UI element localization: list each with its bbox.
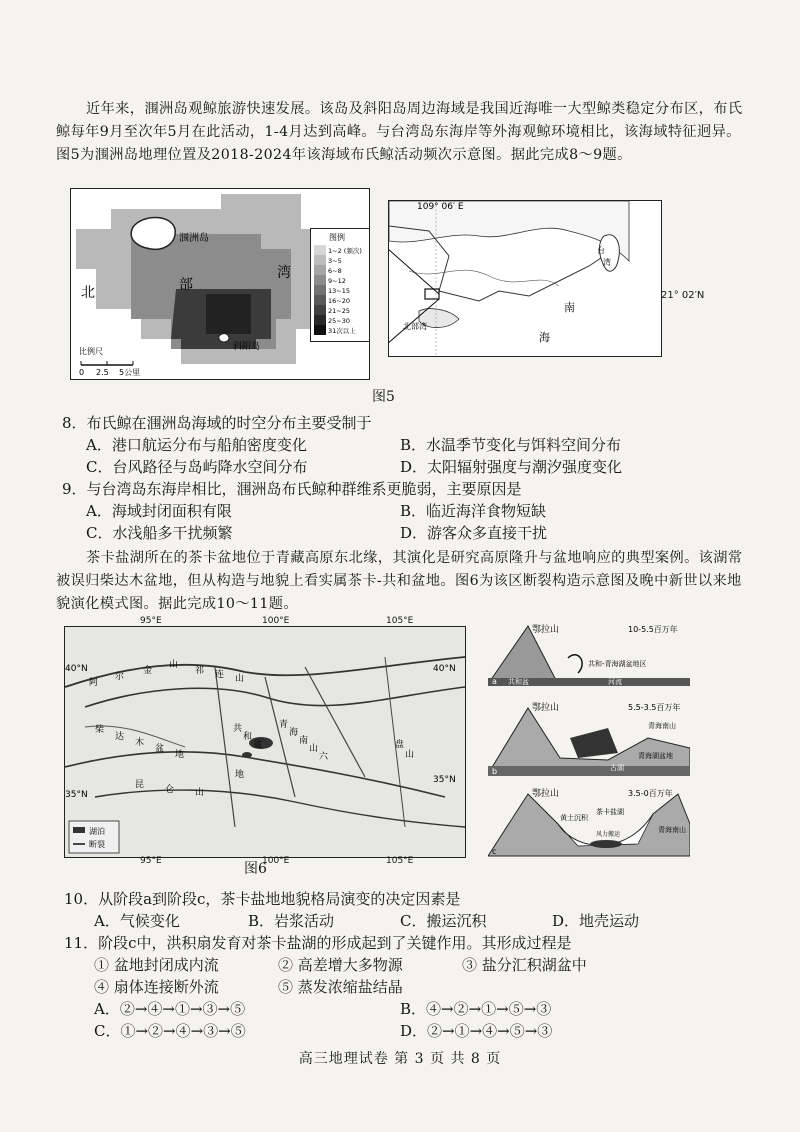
fig6-map-svg: [65, 627, 465, 857]
stage-b-note-2: 青海南山: [648, 722, 676, 730]
map-place-char: 山: [235, 674, 245, 684]
map-place-char: 和: [243, 732, 253, 742]
legend-swatch: [314, 315, 326, 325]
lon-tick-105-top: 105°E: [386, 616, 414, 626]
inset-label-nan: 南: [564, 301, 575, 314]
legend-swatch: [314, 265, 326, 275]
scale-title: 比例尺: [79, 347, 103, 356]
map-place-char: 达: [115, 732, 125, 742]
stage-a-time: 10-5.5百万年: [628, 625, 678, 634]
map-place-char: 南: [299, 736, 309, 746]
q9-option-d: D．游客众多直接干扰: [400, 524, 548, 542]
legend-swatch: [314, 275, 326, 285]
stage-b-note-1: 古湖: [610, 764, 624, 772]
stage-c-mountain: 鄂拉山: [532, 789, 560, 799]
legend-item-label: 6~8: [328, 267, 342, 275]
q10-option-c: C．搬运沉积: [400, 912, 487, 930]
label-weizhou: 涠洲岛: [179, 233, 209, 244]
q9-option-a: A．海域封闭面积有限: [86, 502, 232, 520]
stage-a-note-1: 共和-青海湖盆地区: [588, 660, 647, 668]
map-place-char: 地: [235, 770, 245, 780]
lat-tick-35-left: 35°N: [65, 790, 88, 800]
page-footer: 高三地理试卷 第 3 页 共 8 页: [298, 1051, 502, 1067]
q11-option-a: A．②→④→①→③→⑤: [94, 1000, 246, 1018]
fig6-stage-c: [488, 784, 690, 860]
q11-option-d: D．②→①→④→⑤→③: [400, 1022, 553, 1040]
fig5-caption: 图5: [372, 389, 395, 405]
q11-option-c: C．①→②→④→③→⑤: [94, 1022, 246, 1040]
lon-tick-100-top: 100°E: [262, 616, 290, 626]
intro-paragraph-fig5: 近年来，涠洲岛观鲸旅游快速发展。该岛及斜阳岛周边海域是我国近海唯一大型鲸类稳定分布区，布氏鲸每年9月至次年5月在此活动，1-4月达到高峰。与台湾岛东海岸等外海观鲸环境相比，该海域特征迥异。图5为涠洲岛地理位置及2018-2024年该海域布氏鲸活动频次示意图。据此完成8～9题。: [56, 101, 743, 163]
map-place-char: 山: [169, 660, 179, 670]
q9-option-c: C．水浅船多干扰频繁: [86, 524, 233, 542]
lat-tick-40-right: 40°N: [433, 664, 456, 674]
legend-swatch: [314, 305, 326, 315]
inset-lat-label: 21° 02′N: [661, 290, 705, 301]
map-place-char: 祁: [195, 666, 205, 676]
q11-stem: 11．阶段c中，洪积扇发育对茶卡盐湖的形成起到了关键作用。其形成过程是: [64, 934, 572, 952]
lon-tick-95-bottom: 95°E: [140, 856, 162, 866]
xieyang-island: [219, 334, 229, 342]
legend-item-label: 25~30: [328, 317, 350, 325]
map-place-char: 盆: [155, 744, 165, 754]
inset-label-tai: 台: [597, 246, 605, 255]
legend-swatch: [314, 255, 326, 265]
q11-step-1: ① 盆地封闭成内流: [94, 956, 219, 974]
legend-swatch: [314, 325, 326, 335]
q11-step-3: ③ 盐分汇积湖盆中: [462, 956, 587, 974]
legend-item-label: 1~2 (频次): [328, 247, 362, 255]
weizhou-island: [131, 217, 175, 249]
stage-b-mountain: 鄂拉山: [532, 703, 560, 713]
map-legend-fault: 断裂: [89, 840, 105, 849]
lon-tick-100-bottom: 100°E: [262, 856, 290, 866]
inset-lon-label: 109° 06′ E: [417, 202, 464, 212]
scale-tick-0: 0: [79, 368, 85, 377]
map-place-char: 昆: [135, 780, 145, 790]
map-legend-lake: 湖泊: [89, 827, 105, 836]
fig6-stage-b: [488, 698, 690, 778]
intro-paragraph-fig6: 茶卡盐湖所在的茶卡盆地位于青藏高原东北缘，其演化是研究高原隆升与盆地响应的典型案例。该湖常被误归柴达木盆地，但从构造与地貌上看实属茶卡-共和盆地。图6为该区断裂构造示意图及晚中新世以来地貌演化模式图。据此完成10～11题。: [56, 550, 743, 612]
lon-tick-105-bottom: 105°E: [386, 856, 414, 866]
q9-option-b: B．临近海洋食物短缺: [400, 502, 547, 520]
map-place-char: 海: [289, 728, 299, 738]
inset-label-wan: 湾: [603, 258, 611, 267]
map-place-char: 阿: [89, 678, 99, 688]
fig5-legend: [310, 228, 370, 342]
stage-a-note-2: 共和盆: [508, 678, 529, 686]
map-place-char: 山: [309, 744, 319, 754]
stage-c-note-2: 茶卡盐湖: [596, 808, 624, 816]
stage-c-note-4: 青海南山: [658, 826, 686, 834]
map-place-char: 地: [175, 750, 185, 760]
label-bei: 北: [81, 285, 95, 301]
fig6-fault-map: [64, 626, 466, 858]
map-place-char: 共: [233, 724, 243, 734]
legend-swatch: [314, 295, 326, 305]
q8-stem: 8．布氏鲸在涠洲岛海域的时空分布主要受制于: [62, 414, 372, 432]
map-place-char: 六: [319, 752, 329, 762]
inset-label-hai: 海: [539, 331, 550, 344]
map-place-char: 木: [135, 738, 145, 748]
scale-tick-1: 2.5: [96, 368, 109, 377]
stage-b-id: b: [492, 767, 498, 776]
map-place-char: 仑: [165, 785, 175, 795]
map-place-char: 盘: [395, 740, 405, 750]
q11-option-b: B．④→②→①→⑤→③: [400, 1000, 552, 1018]
q9-stem: 9．与台湾岛东海岸相比，涠洲岛布氏鲸种群维系更脆弱，主要原因是: [62, 480, 522, 498]
legend-swatch: [314, 245, 326, 255]
map-place-char: 青: [279, 720, 289, 730]
map-place-char: 连: [215, 670, 225, 680]
map-place-char: 盆: [253, 740, 263, 750]
stage-c-time: 3.5-0百万年: [628, 789, 673, 798]
q10-option-b: B．岩浆活动: [248, 912, 335, 930]
q8-option-d: D．太阳辐射强度与潮汐强度变化: [400, 458, 623, 476]
stage-c-id: c: [492, 847, 497, 856]
legend-title: 图例: [329, 233, 345, 242]
q10-stem: 10．从阶段a到阶段c，茶卡盐地地貌格局演变的决定因素是: [64, 890, 461, 908]
stage-c-note-3: 风力搬运: [596, 831, 621, 838]
q11-step-2: ② 高差增大多物源: [278, 956, 403, 974]
stage-b-time: 5.5-3.5百万年: [628, 703, 681, 712]
map-place-char: 山: [195, 788, 205, 798]
lat-tick-40-left: 40°N: [65, 664, 88, 674]
stage-a-mountain: 鄂拉山: [532, 625, 560, 635]
stage-b-note-3: 青海湖盆地: [638, 752, 673, 760]
q10-option-a: A．气候变化: [94, 912, 180, 930]
fig6-stage-a: [488, 618, 690, 690]
q11-step-5: ⑤ 蒸发浓缩盐结晶: [278, 978, 403, 996]
legend-item-label: 3~5: [328, 257, 342, 265]
label-xieyang: 斜阳岛: [233, 342, 261, 352]
q8-option-c: C．台风路径与岛屿降水空间分布: [86, 458, 308, 476]
inset-label-beibuwan: 北部湾: [403, 322, 427, 331]
legend-item-label: 9~12: [328, 277, 346, 285]
stage-a-note-3: 河流: [608, 678, 622, 686]
stage-c-note-1: 黄土沉积: [560, 814, 588, 822]
map-place-char: 尔: [115, 672, 125, 682]
fig6-caption: 图6: [244, 861, 267, 877]
q11-step-4: ④ 扇体连接断外流: [94, 978, 219, 996]
scale-tick-2: 5公里: [119, 368, 141, 377]
lat-tick-35-right: 35°N: [433, 775, 456, 785]
legend-item-label: 13~15: [328, 287, 350, 295]
label-bu: 部: [179, 277, 193, 293]
legend-item-label: 21~25: [328, 307, 350, 315]
fig5-location-inset: [388, 200, 662, 357]
map-place-char: 山: [405, 750, 415, 760]
stage-a-id: a: [492, 677, 497, 686]
q8-option-a: A．港口航运分布与船舶密度变化: [86, 436, 307, 454]
q8-option-b: B．水温季节变化与饵料空间分布: [400, 436, 622, 454]
map-place-char: 金: [143, 666, 153, 676]
lon-tick-95-top: 95°E: [140, 616, 162, 626]
legend-item-label: 31次以上: [328, 327, 356, 335]
legend-item-label: 16~20: [328, 297, 350, 305]
legend-swatch: [314, 285, 326, 295]
chaka-lake: [242, 752, 252, 758]
label-wan: 湾: [277, 265, 291, 281]
map-place-char: 柴: [95, 725, 105, 735]
q10-option-d: D．地壳运动: [552, 912, 640, 930]
